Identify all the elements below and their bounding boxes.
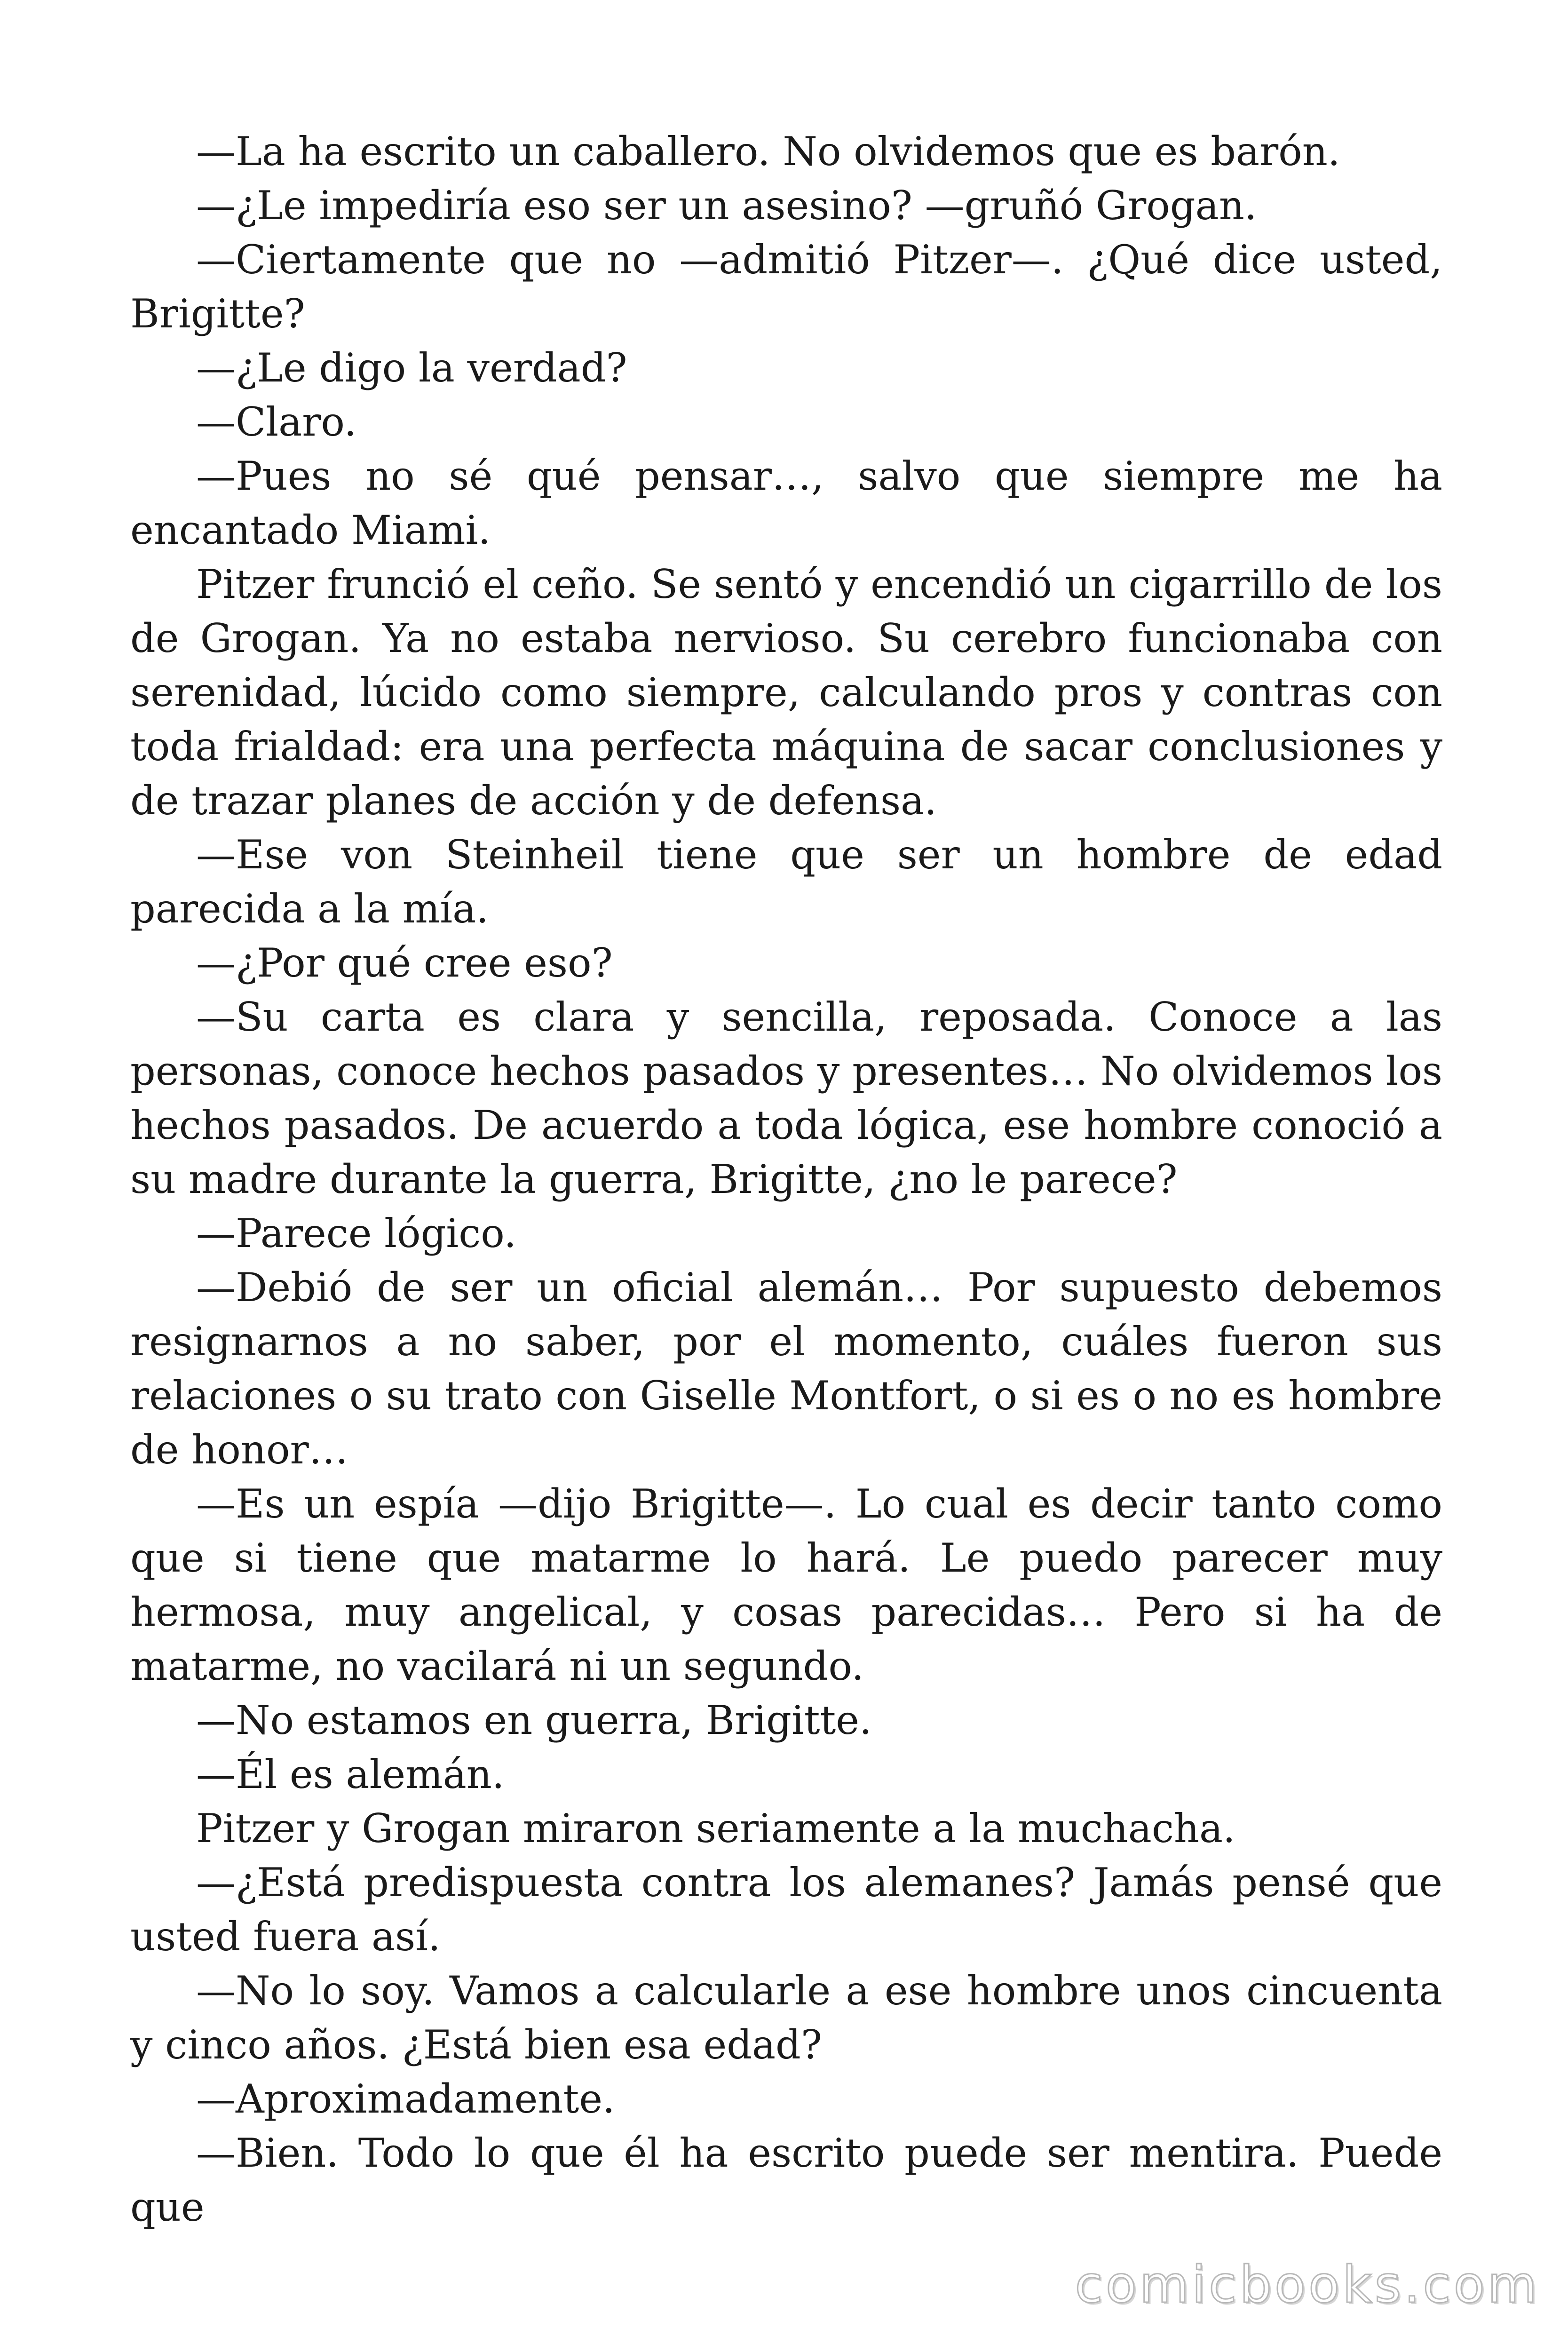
paragraph: —Claro. <box>196 399 357 445</box>
watermark: comicbooks.com <box>1075 2256 1540 2314</box>
paragraph: —Su carta es clara y sencilla, reposada. Conoce a las personas, conoce hechos pasados y presentes… No olvidemos los hechos pasados. De acuerdo a toda lógica, ese hombre conoció a su madre durante la guerra, Brigitte, ¿no le parece? <box>130 994 1442 1202</box>
paragraph: —Él es alemán. <box>196 1751 505 1797</box>
paragraph: Pitzer frunció el ceño. Se sentó y encendió un cigarrillo de los de Grogan. Ya no estaba nervioso. Su cerebro funcionaba con serenidad, lúcido como siempre, calculando pros y contras con toda frialdad: era una perfecta máquina de sacar conclusiones y de trazar planes de acción y de defensa. <box>130 561 1442 824</box>
paragraph: —Es un espía —dijo Brigitte—. Lo cual es decir tanto como que si tiene que matarme lo hará. Le puedo parecer muy hermosa, muy angelical, y cosas parecidas… Pero si ha de matarme, no vacilará ni un segundo. <box>130 1481 1442 1689</box>
paragraph: —Bien. Todo lo que él ha escrito puede ser mentira. Puede que <box>130 2130 1442 2230</box>
paragraph: Pitzer y Grogan miraron seriamente a la muchacha. <box>196 1805 1235 1851</box>
paragraph: —No estamos en guerra, Brigitte. <box>196 1697 872 1743</box>
paragraph: —Ese von Steinheil tiene que ser un hombre de edad parecida a la mía. <box>130 832 1442 932</box>
paragraph: —La ha escrito un caballero. No olvidemos que es barón. <box>196 128 1340 175</box>
paragraph: —Pues no sé qué pensar…, salvo que siempre me ha encantado Miami. <box>130 453 1442 553</box>
book-page-text <box>130 125 1442 2234</box>
paragraph: —¿Le impediría eso ser un asesino? —gruñó Grogan. <box>196 183 1257 229</box>
paragraph: —No lo soy. Vamos a calcularle a ese hombre unos cincuenta y cinco años. ¿Está bien esa edad? <box>130 1968 1442 2068</box>
paragraph: —¿Está predispuesta contra los alemanes? Jamás pensé que usted fuera así. <box>130 1859 1442 1960</box>
paragraph: —¿Por qué cree eso? <box>196 940 613 986</box>
paragraph: —Parece lógico. <box>196 1210 517 1256</box>
paragraph: —Ciertamente que no —admitió Pitzer—. ¿Qué dice usted, Brigitte? <box>130 237 1442 337</box>
paragraph: —Debió de ser un oficial alemán… Por supuesto debemos resignarnos a no saber, por el momento, cuáles fueron sus relaciones o su trato con Giselle Montfort, o si es o no es hombre de honor… <box>130 1264 1442 1473</box>
paragraph: —¿Le digo la verdad? <box>196 345 627 391</box>
paragraph: —Aproximadamente. <box>196 2076 615 2122</box>
